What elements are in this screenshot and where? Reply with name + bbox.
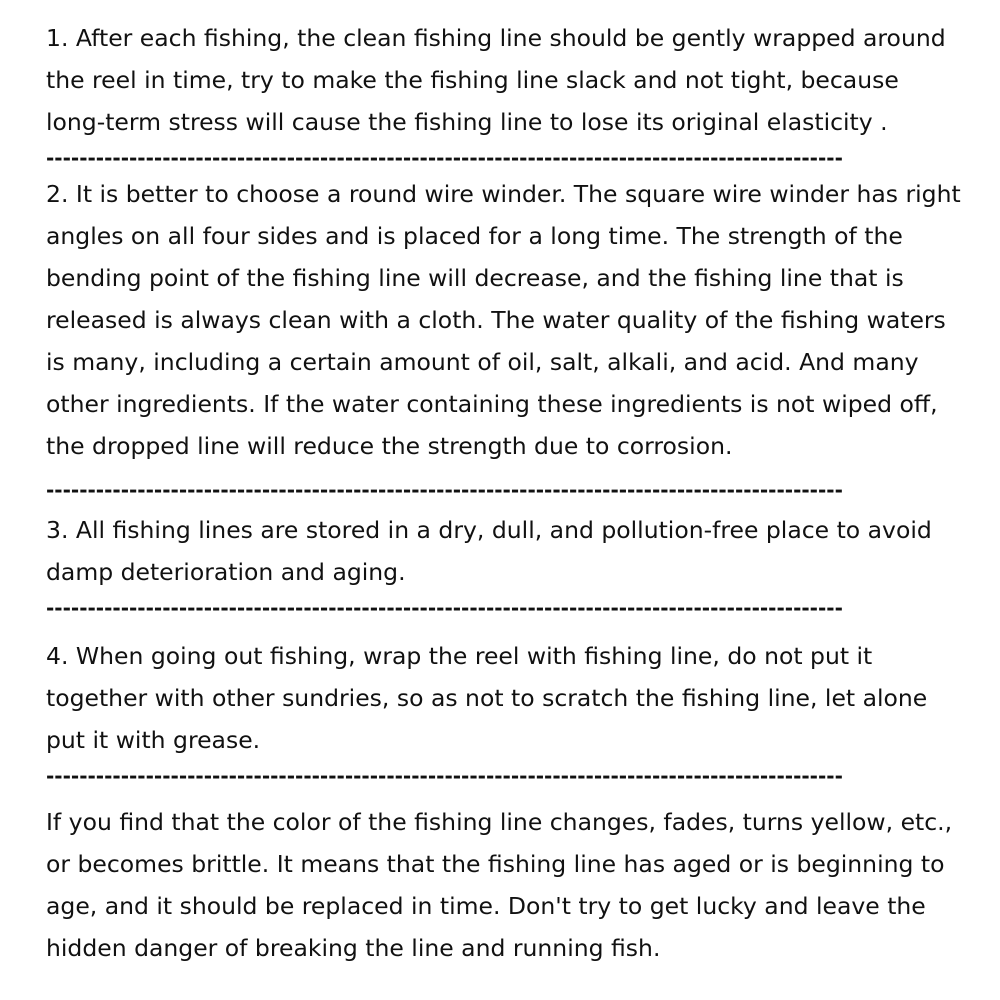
paragraph-4: 4. When going out fishing, wrap the reel with fishing line, do not put it together with other sundries, so as not to scratch the fishing line, let alone put it with grease. bbox=[46, 642, 928, 754]
dashed-separator: ------------------------------------------------------------------------------------------------ bbox=[46, 146, 843, 170]
dashed-separator: ------------------------------------------------------------------------------------------------ bbox=[46, 764, 843, 788]
paragraph-2: 2. It is better to choose a round wire winder. The square wire winder has right angles on all four sides and is placed for a long time. The strength of the bending point of the fishing line will decrease, and the fishing line that is released is always clean with a cloth. The water quality of the fishing waters is many, including a certain amount of oil, salt, alkali, and acid. And many other ingredients. If the water containing these ingredients is not wiped off, the dropped line will reduce the strength due to corrosion. bbox=[46, 180, 961, 460]
document-body bbox=[46, 17, 961, 969]
paragraph-3: 3. All fishing lines are stored in a dry, dull, and pollution-free place to avoid damp deterioration and aging. bbox=[46, 516, 932, 586]
dashed-separator: ------------------------------------------------------------------------------------------------ bbox=[46, 596, 843, 620]
dashed-separator: ------------------------------------------------------------------------------------------------ bbox=[46, 478, 843, 502]
paragraph-5: If you find that the color of the fishing line changes, fades, turns yellow, etc., or becomes brittle. It means that the fishing line has aged or is beginning to age, and it should be replaced in time. Don't try to get lucky and leave the hidden danger of breaking the line and running fish. bbox=[46, 808, 953, 962]
paragraph-1: 1. After each fishing, the clean fishing line should be gently wrapped around the reel in time, try to make the fishing line slack and not tight, because long-term stress will cause the fishing line to lose its original elasticity . bbox=[46, 24, 946, 136]
